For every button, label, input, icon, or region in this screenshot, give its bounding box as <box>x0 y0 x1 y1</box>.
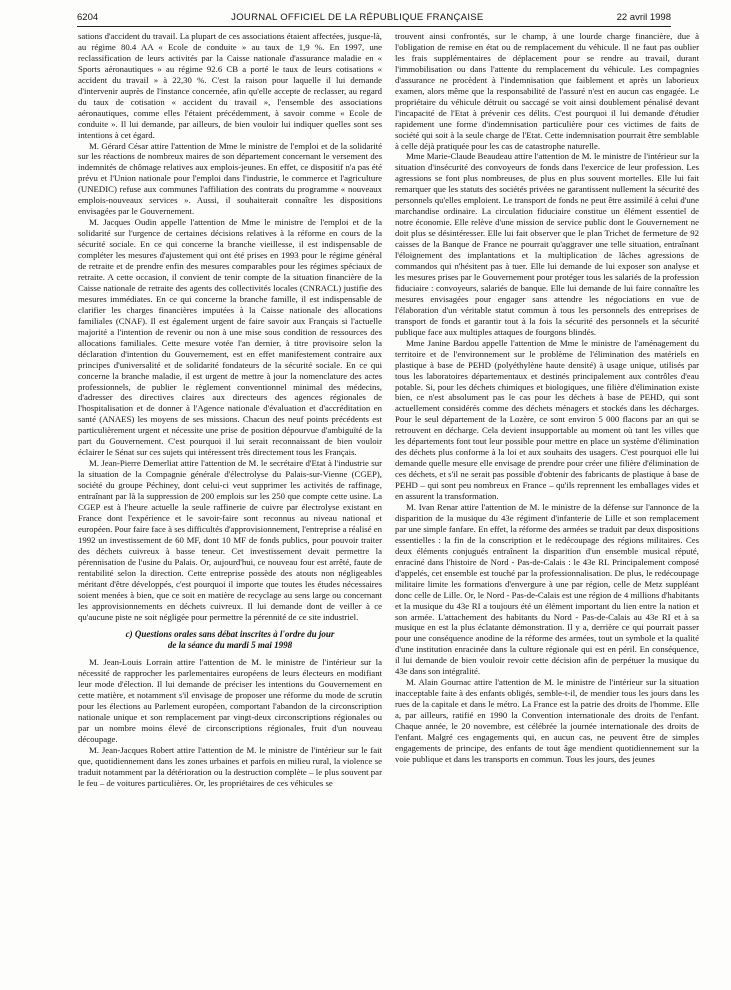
section-heading-line-1: c) Questions orales sans débat inscrites à l'ordre du jour <box>125 629 335 640</box>
page-number: 6204 <box>77 12 99 23</box>
journal-title: JOURNAL OFFICIEL DE LA RÉPUBLIQUE FRANÇAISE <box>231 12 484 23</box>
issue-date: 22 avril 1998 <box>616 12 671 23</box>
paragraph-jean-jacques-robert: M. Jean-Jacques Robert attire l'attention de M. le ministre de l'intérieur sur le fait que, quotidiennement dans les zones urbaines et parfois en milieu rural, la violence se traduit notamment par la détérioration ou la destruction complète – le plus souvent par le feu – de voitures particulières. Or, les propriétaires de ces véhicules se <box>78 745 382 788</box>
paragraph-jacques-oudin: M. Jacques Oudin appelle l'attention de Mme le ministre de l'emploi et de la solidarité sur l'urgence de certaines décisions relatives à la réforme en cours de la sécurité sociale. En ce qui concerne la branche vieillesse, il est indispensable de compléter les mesures d'ajustement qui ont été prises en 1993 pour le régime général de retraite et de prendre enfin des mesures comparables pour les régimes spéciaux de retraite. A cette occasion, il convient de tenir compte de la situation financière de la Caisse nationale de retraite des agents des collectivités locales (CNRACL) justifie des mesures immédiates. En ce qui concerne la branche famille, il est indispensable de clarifier les charges financières imputées à la Caisse nationale des allocations familiales (CNAF). Il est également urgent de faire savoir aux Français si l'actuelle majorité a l'intention de revenir ou non à une mise sous condition de ressources des allocations familiales. Cette mesure votée l'an dernier, à titre provisoire selon la déclaration d'intention du Gouvernement, est en effet manifestement contraire aux principes d'universalité et de solidarité fondateurs de la sécurité sociale. En ce qui concerne la branche maladie, il est urgent de mettre à jour la nomenclature des actes professionnels, de publier le règlement conventionnel minimal des médecins, d'adresser des directives claires aux directeurs des agences régionales de l'hospitalisation et de donner à l'Agence nationale d'évaluation et d'accréditation en santé (ANAES) les moyens de ses missions. Chacun des neuf points précédents est particulièrement urgent et nécessite une prise de position dépourvue d'ambiguïté de la part du Gouvernement. C'est pourquoi il lui serait reconnaissant de bien vouloir éclairer le Sénat sur ces sujets qui intéressent très directement tous les Français. <box>78 217 382 458</box>
paragraph-gerard-cesar: M. Gérard César attire l'attention de Mme le ministre de l'emploi et de la solidarité sur les réactions de nombreux maires de son département concernant le versement des indemnités de chômage relatives aux emplois-jeunes. En effet, ce dispositif n'a pas été prévu et l'Union nationale pour l'emploi dans l'industrie, le commerce et l'agriculture (UNEDIC) refuse aux communes l'affiliation des contrats du programme « nouveaux emplois-nouveaux services ». Aussi, il souhaiterait connaître les dispositions envisagées par le Gouvernement. <box>78 140 382 217</box>
page-header <box>77 0 671 27</box>
section-heading-line-2: de la séance du mardi 5 mai 1998 <box>167 640 293 651</box>
left-column <box>78 31 382 983</box>
paragraph-continuation-vehicules: trouvent ainsi confrontés, sur le champ, à une lourde charge financière, due à l'obligation de remise en état ou de remplacement du véhicule. Il ne faut pas oublier les frais supplémentaires de déplacement pour se rendre au travail, durant l'immobilisation ou dans l'attente du remplacement du véhicule. Les compagnies d'assurance ne procèdent à l'indemnisation que faiblement et après un laborieux examen, alors même que la responsabilité de l'assuré n'est en aucun cas engagée. Le propriétaire du véhicule détruit ou saccagé se voit ainsi doublement pénalisé devant l'incapacité de l'Etat à prévenir ces délits. C'est pourquoi il lui demande d'étudier rapidement une forme d'indemnisation particulière pour ces victimes de faits de société qui soit à la seule charge de l'Etat. Cette indemnisation pourrait être semblable à celle déjà pratiquée pour les cas de catastrophe naturelle. <box>395 31 699 151</box>
section-heading <box>82 629 378 651</box>
paragraph-janine-bardou: Mme Janine Bardou appelle l'attention de Mme le ministre de l'aménagement du territoire et de l'environnement sur le problème de l'élimination des matériels en plastique à base de PEHD (polyéthylène haute densité) à usage unique, utilisés par tous les laboratoires départementaux et destinés principalement aux contrôles d'eau potable. Si, pour les déchets chimiques et biologiques, une filière d'élimination existe bien, ce n'est absolument pas le cas pour les déchets à base de PEHD, qui sont actuellement considérés comme des déchets ménagers et stockés dans les décharges. Pour le seul département de la Lozère, ce sont environ 5 000 flacons par an qui se retrouvent en décharge. Cela devient insupportable au moment où tant les villes que les départements font tout leur possible pour mettre en place un système d'élimination des déchets plus conforme à la loi et aux souhaits des usagers. C'est pourquoi elle lui demande quelle mesure elle envisage de prendre pour créer une filière d'élimination de ces déchets, et s'il ne serait pas possible d'obtenir des fabricants de plastique à base de PEHD – qui sont peu nombreux en France – qu'ils reprennent les emballages vides et en assurent la transformation. <box>395 337 699 502</box>
right-column <box>395 31 699 983</box>
paragraph-jean-louis-lorrain: M. Jean-Louis Lorrain attire l'attention de M. le ministre de l'intérieur sur la nécessité de rapprocher les parlementaires européens de leurs électeurs en modifiant leur mode d'élection. Il lui demande de préciser les intentions du Gouvernement en cette matière, et notamment s'il envisage de proposer une réforme du mode de scrutin pour les élections au Parlement européen, comportant l'abandon de la circonscription nationale unique et son remplacement par vingt-deux circonscriptions régionales ou par un nombre moins élevé de circonscriptions régionales, fruit d'un nouveau découpage. <box>78 657 382 745</box>
paragraph-associations-aeronautiques: sations d'accident du travail. La plupart de ces associations étaient affectées, jusque-là, au régime 80.4 AA « Ecole de conduite » au taux de 1,9 %. En 1997, une reclassification de leurs activités par la Caisse nationale d'assurance maladie en « Sports aéronautiques » au régime 92.6 CB a porté le taux de leurs cotisations « accident du travail » à 22,30 %. C'est la raison pour laquelle il lui demande d'intervenir auprès de l'instance concernée, afin qu'elle accepte de reclasser, au regard du taux de cotisation « accident du travail », l'ensemble des associations aéronautiques, comme elles l'étaient précédemment, à savoir comme « Ecole de conduite ». Il lui demande, par ailleurs, de bien vouloir lui indiquer quelles sont ses intentions à cet égard. <box>78 31 382 140</box>
paragraph-ivan-renar: M. Ivan Renar attire l'attention de M. le ministre de la défense sur l'annonce de la disparition de la musique du 43e régiment d'infanterie de Lille et son remplacement par une simple fanfare. En effet, la réforme des armées se traduit par deux dispositions essentielles : la fin de la conscription et le redécoupage des régions militaires. Ces deux éléments conjugués entraînent la disparition d'un ensemble musical réputé, enraciné dans l'histoire de Nord - Pas-de-Calais : le 43e RI. Principalement composé d'appelés, cet ensemble est touché par la professionnalisation. De plus, le redécoupage militaire limite les formations d'envergure à une par région, celle de Metz suppléant donc celle de Lille. Or, le Nord - Pas-de-Calais est une région de 4 millions d'habitants et la musique du 43e RI a toujours été un élément important du lien entre la nation et son armée. L'attachement des habitants du Nord - Pas-de-Calais au 43e RI et à sa musique en est la plus éclatante démonstration. Il y a, derrière ce qui pourrait passer pour une conséquence anodine de la réforme des armées, tout un symbole et la qualité d'une institution enracinée dans la culture régionale qui est en péril. En conséquence, il lui demande de bien vouloir revoir cette décision afin de perpétuer la musique du 43e dans son intégralité. <box>395 501 699 677</box>
paragraph-alain-gournac: M. Alain Gournac attire l'attention de M. le ministre de l'intérieur sur la situation inacceptable faite à des enfants obligés, semble-t-il, de mendier tous les jours dans les rues de la capitale et dans le métro. La France est la patrie des droits de l'homme. Elle a, par ailleurs, ratifié en 1990 la Convention internationale des droits de l'enfant. Chaque année, le 20 novembre, est célébrée la journée internationale des droits de l'enfant. Malgré ces engagements qui, en aucun cas, ne peuvent être de simples engagements de principe, des enfants de tout âge mendient quotidiennement sur la voie publique et dans les transports en commun. Tous les jours, des jeunes <box>395 677 699 764</box>
paragraph-marie-claude-beaudeau: Mme Marie-Claude Beaudeau attire l'attention de M. le ministre de l'intérieur sur la situation d'insécurité des convoyeurs de fonds dans l'exercice de leur profession. Les agressions se font plus nombreuses, de plus en plus souvent mortelles. Elle lui fait remarquer que les statuts des sociétés privées ne garantissent nullement la sécurité des personnels qu'elles emploient. Le transport de fonds ne peut être assimilé à celui d'une marchandise ordinaire. La circulation fiduciaire constitue un élément essentiel de notre économie. Elle relève d'une mission de service public dont le Gouvernement ne doit plus se désintéresser. Elle lui fait observer que le plan Trichet de fermeture de 92 caisses de la Banque de France ne pourrait qu'aggraver une telle situation, entraînant l'éloignement des implantations et la multiplication de lâches agressions de commandos qui n'hésitent pas à tuer. Elle lui demande de lui exposer son analyse et les mesures prises par le Gouvernement pour protéger tous les salariés de la profession fiduciaire : convoyeurs, salariés de banque. Elle lui demande de lui faire connaître les mesures envisagées pour engager sans attendre les négociations en vue de l'élaboration d'un véritable statut commun à tous les personnels des entreprises de transport de fonds et garantir tout à la fois la sécurité des personnels et la sécurité publique face aux multiples attaques de fourgons blindés. <box>395 151 699 337</box>
paragraph-jean-pierre-demerliat: M. Jean-Pierre Demerliat attire l'attention de M. le secrétaire d'Etat à l'industrie sur la situation de la Compagnie générale d'électrolyse du Palais-sur-Vienne (CGEP), société du groupe Péchiney, dont celui-ci veut supprimer les activités de raffinage, entraînant par là la suppression de 200 emplois sur les 250 que compte cette usine. La CGEP est à l'heure actuelle la seule raffinerie de cuivre par électrolyse existant en France dont l'expérience et le savoir-faire sont reconnus au niveau national et européen. Pour faire face à ses difficultés d'approvisionnement, l'entreprise a réalisé en 1992 un investissement de 60 MF, dont 10 MF de fonds publics, pour pouvoir traiter des déchets cuivreux à basse teneur. Cet investissement devait permettre la pérennisation de l'usine du Palais. Or, aujourd'hui, ce nouveau four est arrêté, faute de rentabilité selon la direction. Cette entreprise possède des atouts non négligeables méritant d'être développés, c'est pourquoi il importe que toutes les études nécessaires soient menées à bien, que ce soit en matière de recyclage au sens large ou concernant les approvisionnements en déchets cuivreux. Il lui demande dont de veiller à ce qu'aucune piste ne soit négligée pour permettre la pérennité de ce site industriel. <box>78 458 382 622</box>
